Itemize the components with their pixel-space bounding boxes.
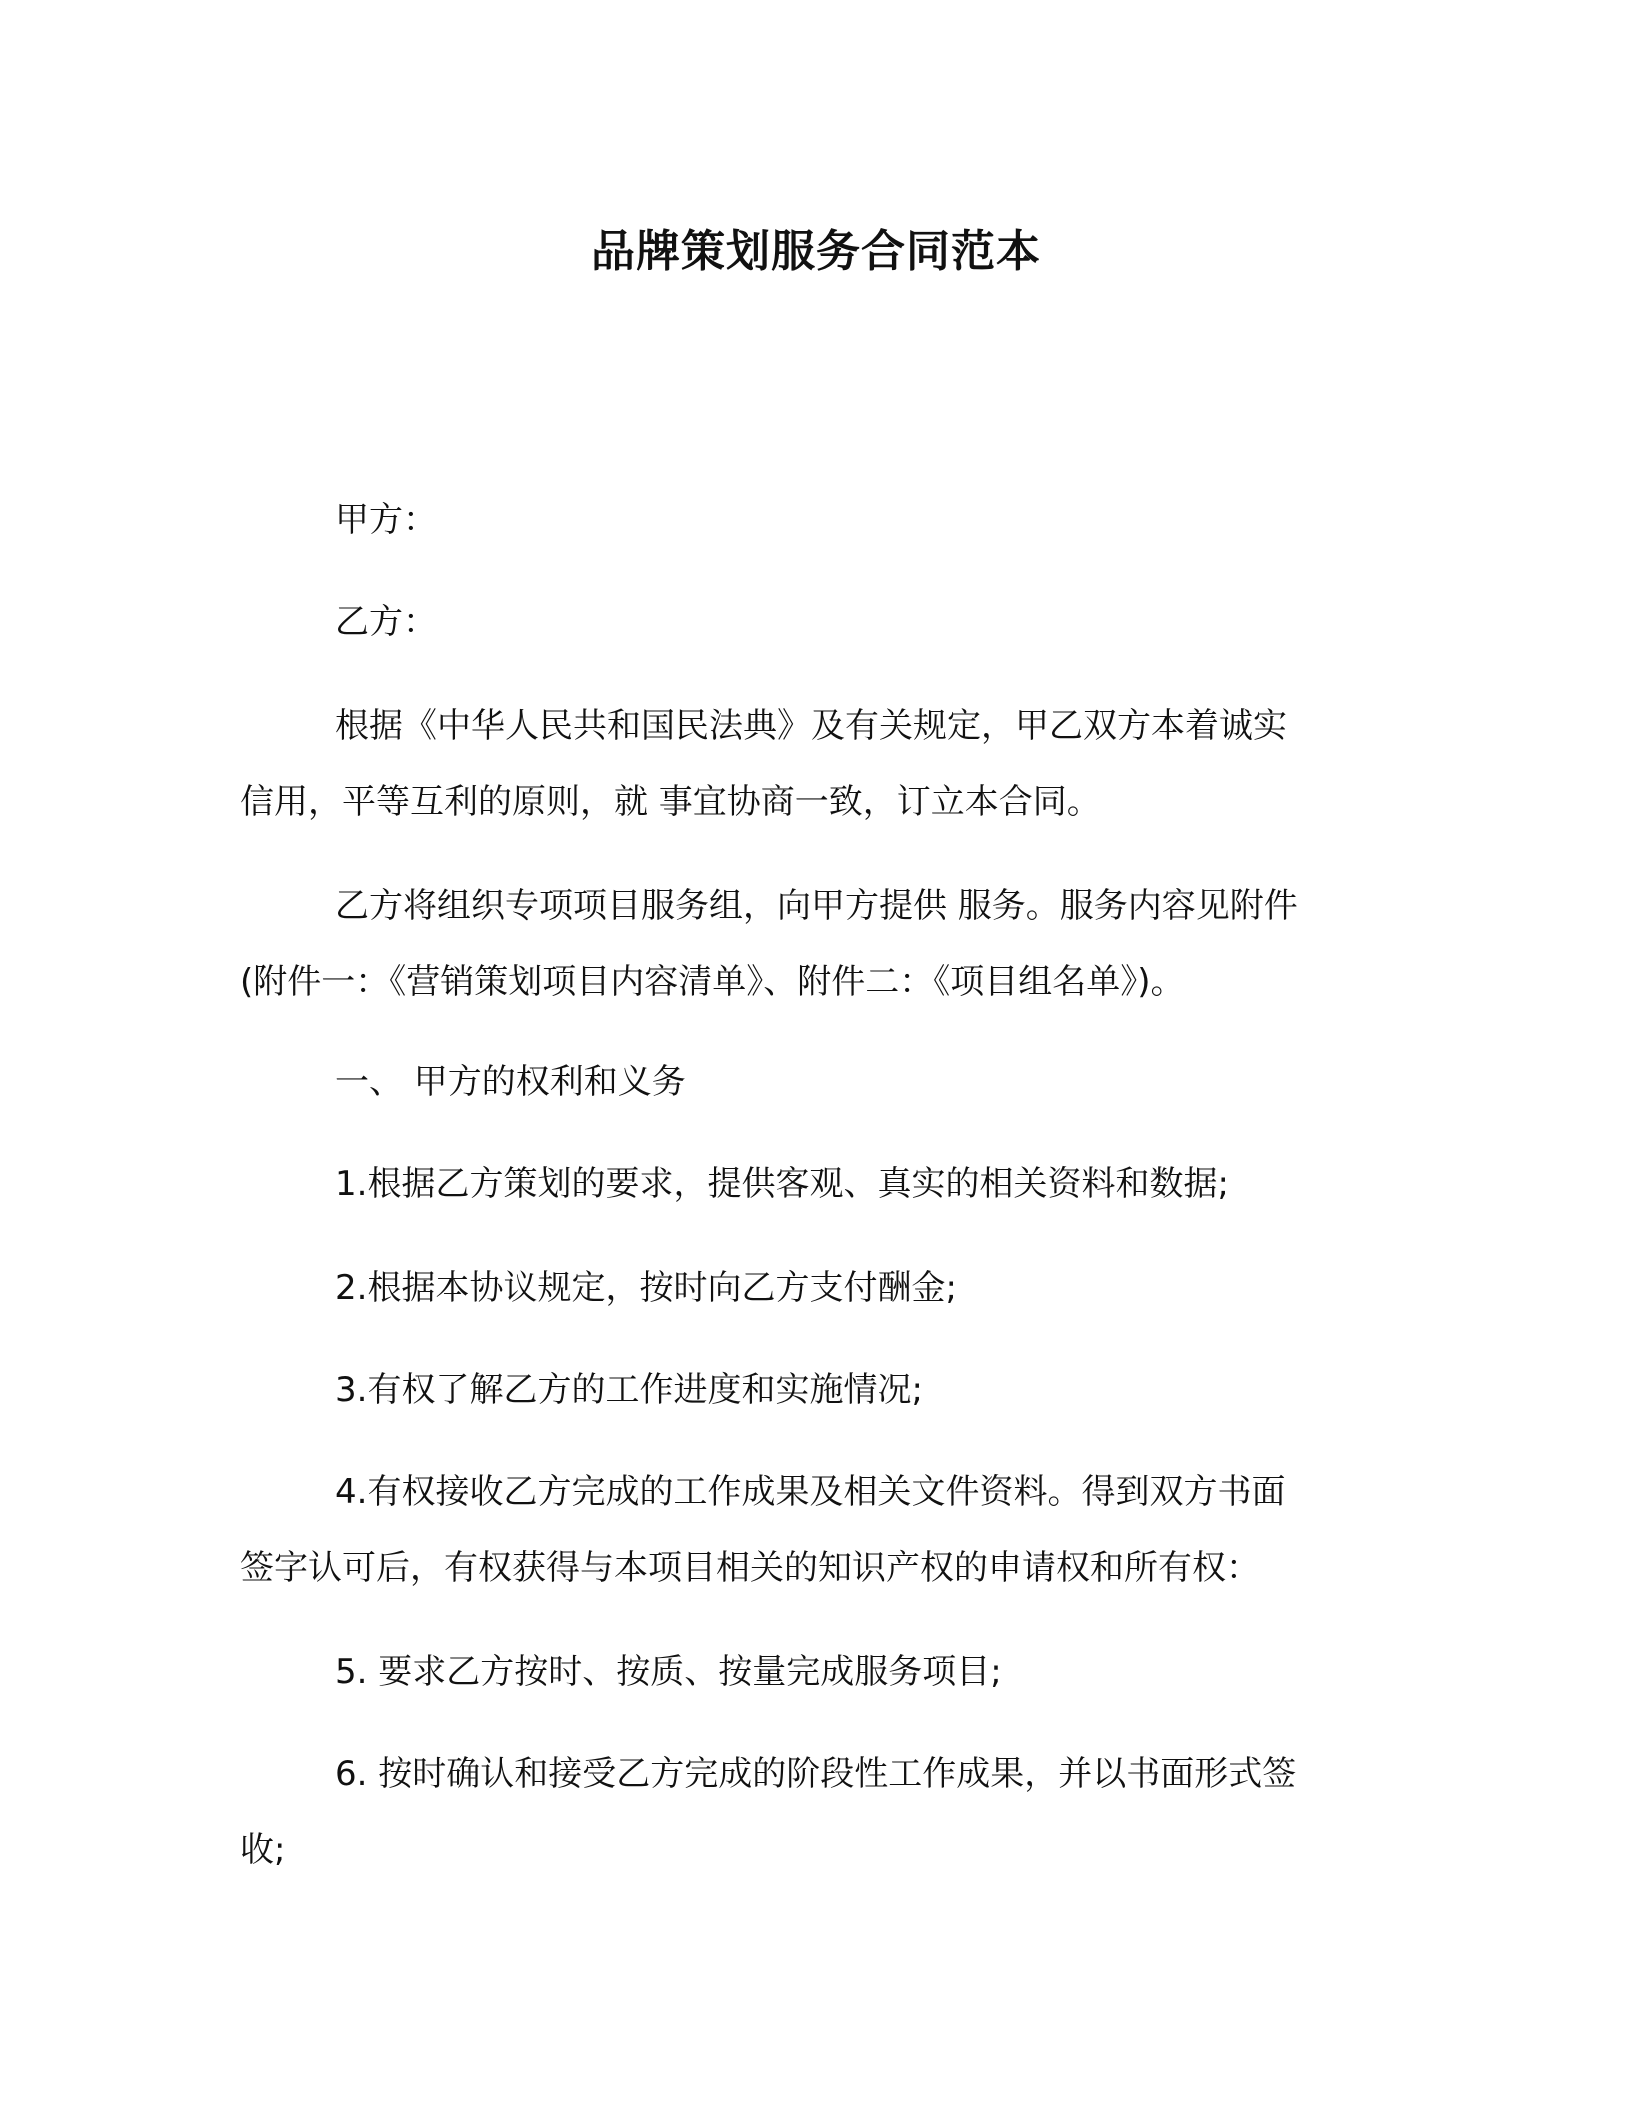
list-item-4-line-2: 签字认可后，有权获得与本项目相关的知识产权的申请权和所有权： (240, 1548, 1260, 1588)
list-item-2: 2.根据本协议规定，按时向乙方支付酬金; (335, 1268, 957, 1308)
service-paragraph (240, 868, 1390, 1020)
intro-line-2: 信用，平等互利的原则，就 事宜协商一致，订立本合同。 (240, 782, 1101, 822)
list-item-4 (240, 1454, 1390, 1606)
list-item-6-line-2: 收; (240, 1830, 286, 1870)
list-item-6 (240, 1736, 1390, 1888)
service-line-1: 乙方将组织专项项目服务组，向甲方提供 服务。服务内容见附件 (335, 886, 1298, 926)
list-item-3: 3.有权了解乙方的工作进度和实施情况; (335, 1370, 923, 1410)
list-item-4-line-1: 4.有权接收乙方完成的工作成果及相关文件资料。得到双方书面 (335, 1472, 1286, 1512)
intro-paragraph (240, 688, 1390, 840)
service-line-2: (附件一：《营销策划项目内容清单》、附件二：《项目组名单》)。 (240, 962, 1185, 1002)
list-item-5: 5. 要求乙方按时、按质、按量完成服务项目; (335, 1652, 1002, 1692)
party-b-label: 乙方： (335, 602, 437, 642)
list-item-6-line-1: 6. 按时确认和接受乙方完成的阶段性工作成果，并以书面形式签 (335, 1754, 1297, 1794)
intro-line-1: 根据《中华人民共和国民法典》及有关规定，甲乙双方本着诚实 (335, 706, 1287, 746)
section-heading-party-a-rights: 一、 甲方的权利和义务 (335, 1062, 686, 1102)
document-title: 品牌策划服务合同范本 (591, 226, 1041, 277)
list-item-1: 1.根据乙方策划的要求，提供客观、真实的相关资料和数据; (335, 1164, 1229, 1204)
party-a-label: 甲方： (335, 500, 437, 540)
